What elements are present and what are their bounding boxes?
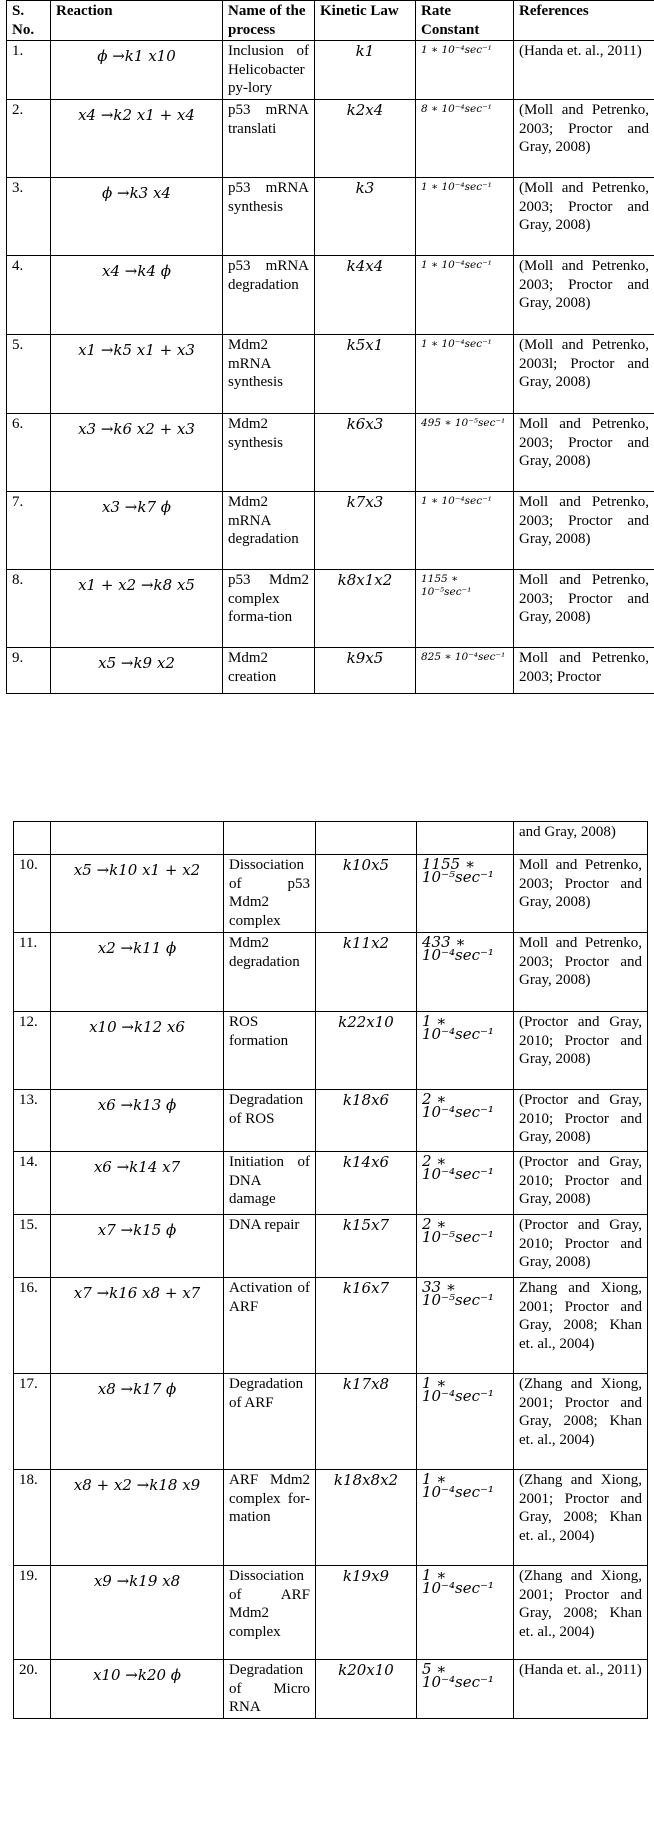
table-row: [14, 1374, 648, 1470]
table-row: [14, 1566, 648, 1660]
cell-kinetic-law: k11x2: [316, 933, 417, 1012]
table-row: [14, 1152, 648, 1215]
cell-process-name: Inclusion of Helicobacter py-lory: [223, 41, 315, 100]
cell-process-name: p53 mRNA translati: [223, 100, 315, 178]
table-row: [14, 855, 648, 933]
cell-references: Moll and Petrenko, 2003; Proctor and Gray, 2008): [514, 492, 654, 570]
cell-sno: 13.: [14, 1090, 51, 1152]
cell-process-name: ROS formation: [224, 1012, 316, 1090]
reaction-table-part-1: [6, 0, 654, 694]
cell-references: Moll and Petrenko, 2003; Proctor: [514, 648, 654, 694]
table-row: [14, 1090, 648, 1152]
cell-reaction: x6 →k14 x7: [51, 1152, 224, 1215]
table-row: [14, 1215, 648, 1278]
cell-kinetic-law: k3: [315, 178, 416, 256]
cell-rate-constant: 5 ∗ 10⁻⁴sec⁻¹: [417, 1660, 514, 1719]
header-reaction: Reaction: [51, 1, 223, 41]
table-row: [7, 256, 654, 335]
cell-rate-constant: 495 ∗ 10⁻⁵sec⁻¹: [416, 414, 514, 492]
cell-process-name: Initiation of DNA damage: [224, 1152, 316, 1215]
cell-process-name: Degradation of ARF: [224, 1374, 316, 1470]
cell-process-name: Dissociation of p53 Mdm2 complex: [224, 855, 316, 933]
cell-reaction: x8 →k17 ϕ: [51, 1374, 224, 1470]
cell-kinetic-law: [316, 822, 417, 855]
cell-rate-constant: 1 ∗ 10⁻⁴sec⁻¹: [416, 41, 514, 100]
cell-rate-constant: 2 ∗ 10⁻⁴sec⁻¹: [417, 1152, 514, 1215]
cell-sno: 3.: [7, 178, 51, 256]
cell-sno: 11.: [14, 933, 51, 1012]
cell-kinetic-law: k8x1x2: [315, 570, 416, 648]
cell-rate-constant: 8 ∗ 10⁻⁴sec⁻¹: [416, 100, 514, 178]
cell-kinetic-law: k9x5: [315, 648, 416, 694]
cell-references: (Moll and Petrenko, 2003l; Proctor and Gray, 2008): [514, 335, 654, 414]
cell-kinetic-law: k18x6: [316, 1090, 417, 1152]
cell-process-name: ARF Mdm2 complex for-mation: [224, 1470, 316, 1566]
cell-sno: 8.: [7, 570, 51, 648]
cell-references: (Proctor and Gray, 2010; Proctor and Gray, 2008): [514, 1012, 648, 1090]
cell-process-name: Mdm2 mRNA synthesis: [223, 335, 315, 414]
table-row: [14, 822, 648, 855]
table-row: [14, 933, 648, 1012]
table-row: [7, 414, 654, 492]
cell-rate-constant: 1 ∗ 10⁻⁴sec⁻¹: [417, 1470, 514, 1566]
cell-reaction: x7 →k15 ϕ: [51, 1215, 224, 1278]
cell-reaction: x6 →k13 ϕ: [51, 1090, 224, 1152]
cell-sno: 12.: [14, 1012, 51, 1090]
table-row: [14, 1660, 648, 1719]
cell-reaction: x10 →k20 ϕ: [51, 1660, 224, 1719]
header-name: Name of the process: [223, 1, 315, 41]
cell-process-name: Mdm2 synthesis: [223, 414, 315, 492]
cell-reaction: x7 →k16 x8 + x7: [51, 1278, 224, 1374]
cell-references: (Proctor and Gray, 2010; Proctor and Gray, 2008): [514, 1090, 648, 1152]
cell-process-name: DNA repair: [224, 1215, 316, 1278]
cell-process-name: Mdm2 creation: [223, 648, 315, 694]
cell-process-name: Degradation of Micro RNA: [224, 1660, 316, 1719]
cell-kinetic-law: k4x4: [315, 256, 416, 335]
cell-sno: 16.: [14, 1278, 51, 1374]
cell-process-name: Degradation of ROS: [224, 1090, 316, 1152]
cell-references: (Proctor and Gray, 2010; Proctor and Gray, 2008): [514, 1152, 648, 1215]
cell-sno: [14, 822, 51, 855]
cell-kinetic-law: k14x6: [316, 1152, 417, 1215]
table-row: [14, 1278, 648, 1374]
cell-references: (Moll and Petrenko, 2003; Proctor and Gray, 2008): [514, 100, 654, 178]
table-row: [7, 100, 654, 178]
cell-references: (Handa et. al., 2011): [514, 41, 654, 100]
header-kinetic: Kinetic Law: [315, 1, 416, 41]
cell-rate-constant: 1 ∗ 10⁻⁴sec⁻¹: [416, 178, 514, 256]
cell-reaction: x10 →k12 x6: [51, 1012, 224, 1090]
cell-sno: 20.: [14, 1660, 51, 1719]
cell-reaction: x5 →k10 x1 + x2: [51, 855, 224, 933]
cell-reaction: x3 →k7 ϕ: [51, 492, 223, 570]
cell-kinetic-law: k22x10: [316, 1012, 417, 1090]
cell-references: (Handa et. al., 2011): [514, 1660, 648, 1719]
cell-sno: 17.: [14, 1374, 51, 1470]
header-refs: References: [514, 1, 654, 41]
cell-reaction: x1 + x2 →k8 x5: [51, 570, 223, 648]
cell-kinetic-law: k1: [315, 41, 416, 100]
cell-reaction: [51, 822, 224, 855]
cell-process-name: Dissociation of ARF Mdm2 complex: [224, 1566, 316, 1660]
table-row: [7, 570, 654, 648]
cell-process-name: Mdm2 mRNA degradation: [223, 492, 315, 570]
table-row: [7, 41, 654, 100]
table-row: [7, 335, 654, 414]
cell-reaction: x4 →k4 ϕ: [51, 256, 223, 335]
cell-rate-constant: 1 ∗ 10⁻⁴sec⁻¹: [417, 1374, 514, 1470]
table-row: [7, 178, 654, 256]
cell-sno: 7.: [7, 492, 51, 570]
cell-rate-constant: 1155 ∗ 10⁻⁵sec⁻¹: [416, 570, 514, 648]
cell-kinetic-law: k18x8x2: [316, 1470, 417, 1566]
cell-rate-constant: 1 ∗ 10⁻⁴sec⁻¹: [416, 256, 514, 335]
cell-rate-constant: 1 ∗ 10⁻⁴sec⁻¹: [416, 335, 514, 414]
cell-reaction: ϕ →k1 x10: [51, 41, 223, 100]
cell-kinetic-law: k20x10: [316, 1660, 417, 1719]
cell-references: (Zhang and Xiong, 2001; Proctor and Gray, 2008; Khan et. al., 2004): [514, 1374, 648, 1470]
cell-process-name: Activation of ARF: [224, 1278, 316, 1374]
cell-references: Moll and Petrenko, 2003; Proctor and Gray, 2008): [514, 855, 648, 933]
cell-process-name: p53 mRNA synthesis: [223, 178, 315, 256]
table-row: [14, 1470, 648, 1566]
cell-references: (Proctor and Gray, 2010; Proctor and Gray, 2008): [514, 1215, 648, 1278]
cell-references: Moll and Petrenko, 2003; Proctor and Gray, 2008): [514, 570, 654, 648]
cell-rate-constant: 433 ∗ 10⁻⁴sec⁻¹: [417, 933, 514, 1012]
cell-references: Moll and Petrenko, 2003; Proctor and Gray, 2008): [514, 933, 648, 1012]
cell-sno: 9.: [7, 648, 51, 694]
cell-sno: 1.: [7, 41, 51, 100]
table-row: [14, 1012, 648, 1090]
cell-kinetic-law: k5x1: [315, 335, 416, 414]
cell-reaction: x1 →k5 x1 + x3: [51, 335, 223, 414]
cell-process-name: p53 Mdm2 complex forma-tion: [223, 570, 315, 648]
cell-references: (Zhang and Xiong, 2001; Proctor and Gray, 2008; Khan et. al., 2004): [514, 1470, 648, 1566]
cell-reaction: x3 →k6 x2 + x3: [51, 414, 223, 492]
cell-kinetic-law: k10x5: [316, 855, 417, 933]
cell-references: Moll and Petrenko, 2003; Proctor and Gray, 2008): [514, 414, 654, 492]
table-header-row: [7, 1, 654, 41]
cell-references: Zhang and Xiong, 2001; Proctor and Gray, 2008; Khan et. al., 2004): [514, 1278, 648, 1374]
cell-reaction: x9 →k19 x8: [51, 1566, 224, 1660]
cell-reaction: x5 →k9 x2: [51, 648, 223, 694]
cell-sno: 15.: [14, 1215, 51, 1278]
cell-sno: 19.: [14, 1566, 51, 1660]
cell-rate-constant: 1 ∗ 10⁻⁴sec⁻¹: [416, 492, 514, 570]
cell-references: and Gray, 2008): [514, 822, 648, 855]
cell-kinetic-law: k15x7: [316, 1215, 417, 1278]
cell-rate-constant: 1 ∗ 10⁻⁴sec⁻¹: [417, 1012, 514, 1090]
cell-kinetic-law: k6x3: [315, 414, 416, 492]
cell-references: (Zhang and Xiong, 2001; Proctor and Gray, 2008; Khan et. al., 2004): [514, 1566, 648, 1660]
cell-sno: 5.: [7, 335, 51, 414]
cell-sno: 18.: [14, 1470, 51, 1566]
cell-sno: 14.: [14, 1152, 51, 1215]
cell-reaction: x2 →k11 ϕ: [51, 933, 224, 1012]
cell-rate-constant: [417, 822, 514, 855]
cell-reaction: x8 + x2 →k18 x9: [51, 1470, 224, 1566]
cell-rate-constant: 1 ∗ 10⁻⁴sec⁻¹: [417, 1566, 514, 1660]
cell-reaction: x4 →k2 x1 + x4: [51, 100, 223, 178]
cell-kinetic-law: k16x7: [316, 1278, 417, 1374]
cell-rate-constant: 1155 ∗ 10⁻⁵sec⁻¹: [417, 855, 514, 933]
cell-rate-constant: 2 ∗ 10⁻⁴sec⁻¹: [417, 1090, 514, 1152]
reaction-table-part-2: [13, 821, 648, 1719]
cell-references: (Moll and Petrenko, 2003; Proctor and Gray, 2008): [514, 256, 654, 335]
cell-rate-constant: 825 ∗ 10⁻⁴sec⁻¹: [416, 648, 514, 694]
cell-sno: 4.: [7, 256, 51, 335]
cell-references: (Moll and Petrenko, 2003; Proctor and Gray, 2008): [514, 178, 654, 256]
cell-process-name: p53 mRNA degradation: [223, 256, 315, 335]
cell-sno: 6.: [7, 414, 51, 492]
cell-sno: 2.: [7, 100, 51, 178]
cell-kinetic-law: k7x3: [315, 492, 416, 570]
cell-rate-constant: 33 ∗ 10⁻⁵sec⁻¹: [417, 1278, 514, 1374]
cell-rate-constant: 2 ∗ 10⁻⁵sec⁻¹: [417, 1215, 514, 1278]
cell-reaction: ϕ →k3 x4: [51, 178, 223, 256]
cell-kinetic-law: k2x4: [315, 100, 416, 178]
header-sno: S. No.: [7, 1, 51, 41]
cell-kinetic-law: k19x9: [316, 1566, 417, 1660]
cell-kinetic-law: k17x8: [316, 1374, 417, 1470]
cell-process-name: Mdm2 degradation: [224, 933, 316, 1012]
table-row: [7, 648, 654, 694]
cell-process-name: [224, 822, 316, 855]
header-rate: Rate Constant: [416, 1, 514, 41]
table-row: [7, 492, 654, 570]
cell-sno: 10.: [14, 855, 51, 933]
